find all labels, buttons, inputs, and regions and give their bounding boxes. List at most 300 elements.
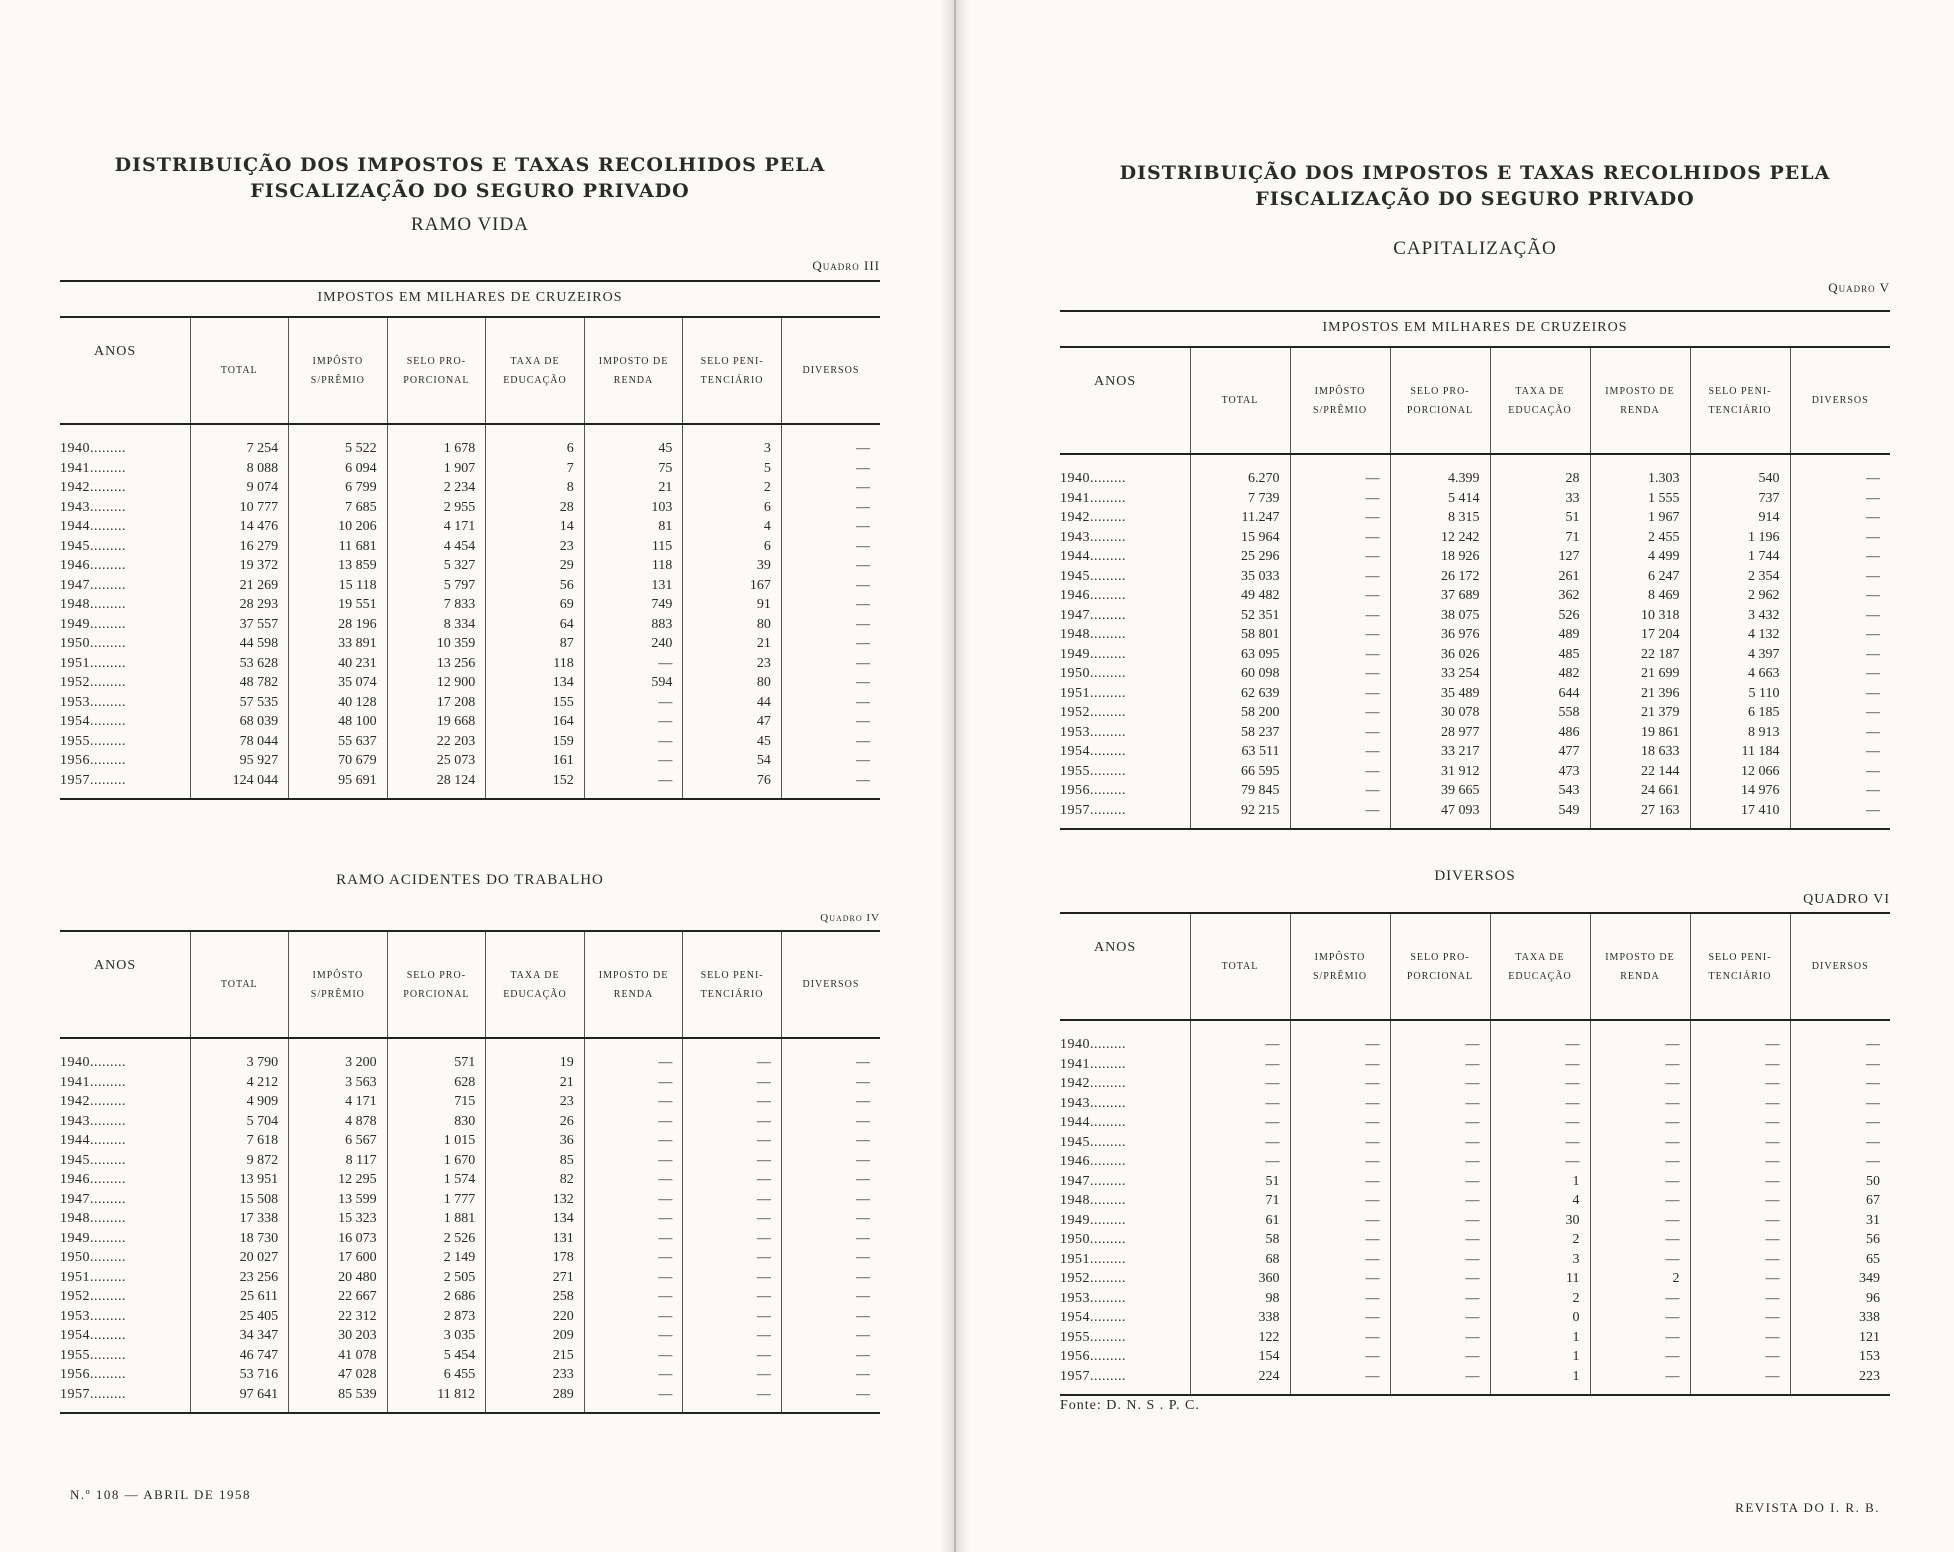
value-cell: 52 351 (1190, 606, 1290, 626)
value-cell: — (1590, 1113, 1690, 1133)
value-cell: 85 (486, 1151, 585, 1171)
value-cell: — (781, 673, 880, 693)
table-row (60, 1038, 880, 1073)
value-cell: — (781, 712, 880, 732)
value-cell: — (1790, 781, 1890, 801)
value-cell: — (1390, 1230, 1490, 1250)
value-cell: — (1690, 1152, 1790, 1172)
table-row (60, 751, 880, 771)
value-cell: 549 (1490, 801, 1590, 829)
table-row (60, 517, 880, 537)
value-cell: 17 338 (190, 1209, 289, 1229)
value-cell: 51 (1190, 1172, 1290, 1192)
value-cell: — (781, 1073, 880, 1093)
value-cell: 19 (486, 1038, 585, 1073)
value-cell: 258 (486, 1287, 585, 1307)
value-cell: — (1790, 664, 1890, 684)
value-cell: 58 237 (1190, 723, 1290, 743)
year-cell: 1940......... (60, 1055, 126, 1070)
bottom-rule (1060, 1394, 1890, 1396)
value-cell: 223 (1790, 1367, 1890, 1395)
value-cell: 11 812 (387, 1385, 486, 1413)
value-cell: — (683, 1112, 782, 1132)
value-cell: 2 (1490, 1230, 1590, 1250)
value-cell: 1 967 (1590, 508, 1690, 528)
table-row (60, 1346, 880, 1366)
value-cell: — (1690, 1172, 1790, 1192)
value-cell: — (1390, 1020, 1490, 1055)
year-cell: 1955......... (1060, 1329, 1126, 1345)
left-page (60, 0, 880, 1552)
value-cell: 233 (486, 1365, 585, 1385)
value-cell: 7 685 (289, 498, 388, 518)
table-row (60, 1365, 880, 1385)
table-capitalizacao (1060, 310, 1890, 830)
value-cell: 154 (1190, 1347, 1290, 1367)
table-row (1060, 801, 1890, 829)
value-cell: 124 044 (190, 771, 289, 799)
value-cell: — (1190, 1020, 1290, 1055)
table-row (60, 615, 880, 635)
value-cell: — (1690, 1020, 1790, 1055)
table-row (1060, 547, 1890, 567)
value-cell: 6 799 (289, 478, 388, 498)
year-cell: 1949......... (60, 1230, 126, 1246)
value-cell: 349 (1790, 1269, 1890, 1289)
table-row (1060, 489, 1890, 509)
table-row (60, 1073, 880, 1093)
value-cell: 2 354 (1690, 567, 1790, 587)
table-header (60, 317, 880, 424)
value-cell: 56 (1790, 1230, 1890, 1250)
value-cell: — (1290, 1269, 1390, 1289)
value-cell: — (781, 1307, 880, 1327)
year-cell: 1951......... (60, 655, 126, 671)
value-cell: — (1690, 1367, 1790, 1395)
value-cell: 5 327 (387, 556, 486, 576)
value-cell: 47 093 (1390, 801, 1490, 829)
table-row (1060, 1152, 1890, 1172)
value-cell: 63 095 (1190, 645, 1290, 665)
value-cell: 23 (486, 537, 585, 557)
value-cell: 127 (1490, 547, 1590, 567)
table-row (1060, 781, 1890, 801)
year-cell: 1945......... (60, 538, 126, 554)
table-row (1060, 1172, 1890, 1192)
value-cell: 53 716 (190, 1365, 289, 1385)
year-cell: 1952......... (60, 1289, 126, 1304)
value-cell: — (1290, 606, 1390, 626)
value-cell: 22 667 (289, 1287, 388, 1307)
value-cell: — (1590, 1328, 1690, 1348)
value-cell: — (1490, 1074, 1590, 1094)
value-cell: — (1490, 1020, 1590, 1055)
table-row (60, 1209, 880, 1229)
value-cell: 57 535 (190, 693, 289, 713)
value-cell: — (1590, 1289, 1690, 1309)
value-cell: 22 187 (1590, 645, 1690, 665)
value-cell: 17 208 (387, 693, 486, 713)
value-cell: 13 599 (289, 1190, 388, 1210)
value-cell: 6 (683, 498, 782, 518)
value-cell: 558 (1490, 703, 1590, 723)
value-cell: — (683, 1385, 782, 1413)
value-cell: — (1790, 528, 1890, 548)
value-cell: — (781, 1038, 880, 1073)
year-cell: 1956......... (60, 753, 126, 768)
value-cell: 20 027 (190, 1248, 289, 1268)
value-cell: — (584, 1170, 683, 1190)
column-header: IMPOSTO DE RENDA (584, 931, 683, 1038)
value-cell: — (1490, 1055, 1590, 1075)
value-cell: — (1290, 567, 1390, 587)
value-cell: 17 600 (289, 1248, 388, 1268)
section-title-diversos: DIVERSOS (1434, 868, 1516, 884)
value-cell: — (1690, 1289, 1790, 1309)
value-cell: 40 128 (289, 693, 388, 713)
table-row (60, 1287, 880, 1307)
value-cell: — (584, 1038, 683, 1073)
left-title-line1: DISTRIBUIÇÃO DOS IMPOSTOS E TAXAS RECOLHIDOS PELA (114, 154, 826, 176)
value-cell: — (781, 595, 880, 615)
value-cell: 36 976 (1390, 625, 1490, 645)
value-cell: — (1390, 1172, 1490, 1192)
value-cell: 3 (1490, 1250, 1590, 1270)
value-cell: 2 686 (387, 1287, 486, 1307)
value-cell: 13 859 (289, 556, 388, 576)
table-row (1060, 684, 1890, 704)
value-cell: — (1190, 1074, 1290, 1094)
value-cell: — (781, 478, 880, 498)
year-cell: 1944......... (60, 1133, 126, 1148)
value-cell: 4 171 (387, 517, 486, 537)
quadro-vi-label: QUADRO VI (1803, 892, 1890, 907)
value-cell: — (781, 459, 880, 479)
column-header: SELO PENI-TENCIÁRIO (683, 931, 782, 1038)
value-cell: — (1790, 1113, 1890, 1133)
value-cell: 13 256 (387, 654, 486, 674)
table-row (60, 1190, 880, 1210)
value-cell: — (1790, 1094, 1890, 1114)
value-cell: 35 489 (1390, 684, 1490, 704)
value-cell: — (1790, 703, 1890, 723)
value-cell: 486 (1490, 723, 1590, 743)
value-cell: — (1790, 1152, 1890, 1172)
value-cell: — (683, 1268, 782, 1288)
value-cell: — (781, 634, 880, 654)
value-cell: 10 359 (387, 634, 486, 654)
value-cell: 62 639 (1190, 684, 1290, 704)
value-cell: 131 (486, 1229, 585, 1249)
value-cell: 38 075 (1390, 606, 1490, 626)
value-cell: — (1190, 1094, 1290, 1114)
column-header: TAXA DE EDUCAÇÃO (486, 931, 585, 1038)
year-cell: 1954......... (1060, 744, 1126, 759)
year-cell: 1946......... (60, 1172, 126, 1187)
value-cell: — (683, 1346, 782, 1366)
table-row (60, 595, 880, 615)
value-cell: — (1690, 1347, 1790, 1367)
value-cell: — (781, 1190, 880, 1210)
value-cell: 12 242 (1390, 528, 1490, 548)
value-cell: 362 (1490, 586, 1590, 606)
column-header: TAXA DE EDUCAÇÃO (1490, 347, 1590, 454)
value-cell: — (683, 1092, 782, 1112)
column-header: ANOS (1094, 940, 1137, 955)
year-cell: 1950......... (1060, 666, 1126, 681)
value-cell: — (584, 1151, 683, 1171)
data-table (60, 316, 880, 798)
column-header: IMPOSTO DE RENDA (1590, 347, 1690, 454)
year-cell: 1955......... (1060, 763, 1126, 779)
value-cell: — (781, 1170, 880, 1190)
data-table (1060, 912, 1890, 1394)
table-row (1060, 1230, 1890, 1250)
value-cell: 14 476 (190, 517, 289, 537)
column-header: TOTAL (190, 317, 289, 424)
value-cell: — (584, 1268, 683, 1288)
value-cell: 98 (1190, 1289, 1290, 1309)
value-cell: — (683, 1307, 782, 1327)
right-footer: REVISTA DO I. R. B. (1735, 1500, 1880, 1515)
column-header: IMPÔSTO S/PRÊMIO (1290, 347, 1390, 454)
table-row (60, 576, 880, 596)
value-cell: 1 (1490, 1347, 1590, 1367)
value-cell: 25 611 (190, 1287, 289, 1307)
value-cell: 69 (486, 595, 585, 615)
value-cell: 271 (486, 1268, 585, 1288)
value-cell: 4 (1490, 1191, 1590, 1211)
year-cell: 1950......... (1060, 1232, 1126, 1247)
value-cell: 11 681 (289, 537, 388, 557)
value-cell: 8 334 (387, 615, 486, 635)
value-cell: 571 (387, 1038, 486, 1073)
value-cell: 224 (1190, 1367, 1290, 1395)
value-cell: — (1290, 664, 1390, 684)
value-cell: 68 (1190, 1250, 1290, 1270)
value-cell: 240 (584, 634, 683, 654)
value-cell: 12 295 (289, 1170, 388, 1190)
value-cell: 27 163 (1590, 801, 1690, 829)
value-cell: 2 505 (387, 1268, 486, 1288)
value-cell: — (1790, 489, 1890, 509)
value-cell: — (781, 576, 880, 596)
value-cell: 63 511 (1190, 742, 1290, 762)
value-cell: 18 633 (1590, 742, 1690, 762)
value-cell: — (1390, 1347, 1490, 1367)
value-cell: 31 (1790, 1211, 1890, 1231)
year-cell: 1945......... (60, 1152, 126, 1168)
value-cell: — (1390, 1289, 1490, 1309)
column-header: IMPÔSTO S/PRÊMIO (289, 931, 388, 1038)
value-cell: — (584, 712, 683, 732)
value-cell: 5 414 (1390, 489, 1490, 509)
year-cell: 1954......... (60, 1328, 126, 1343)
year-cell: 1949......... (1060, 646, 1126, 662)
value-cell: — (1290, 1289, 1390, 1309)
column-header: ANOS (94, 958, 137, 973)
column-header: DIVERSOS (1790, 913, 1890, 1020)
column-header: IMPOSTO DE RENDA (584, 317, 683, 424)
value-cell: 36 026 (1390, 645, 1490, 665)
value-cell: — (781, 771, 880, 799)
value-cell: 3 432 (1690, 606, 1790, 626)
value-cell: — (781, 693, 880, 713)
table-row (1060, 1367, 1890, 1395)
year-cell: 1940......... (1060, 471, 1126, 486)
value-cell: — (1790, 606, 1890, 626)
value-cell: — (1290, 508, 1390, 528)
value-cell: — (1290, 742, 1390, 762)
value-cell: 4 499 (1590, 547, 1690, 567)
value-cell: — (1790, 625, 1890, 645)
year-cell: 1944......... (60, 519, 126, 534)
value-cell: — (1290, 1152, 1390, 1172)
value-cell: 9 074 (190, 478, 289, 498)
value-cell: 28 196 (289, 615, 388, 635)
value-cell: 30 203 (289, 1326, 388, 1346)
table-row (1060, 703, 1890, 723)
value-cell: — (1590, 1347, 1690, 1367)
value-cell: 3 790 (190, 1038, 289, 1073)
value-cell: 66 595 (1190, 762, 1290, 782)
table-row (60, 771, 880, 799)
value-cell: 115 (584, 537, 683, 557)
value-cell: 80 (683, 673, 782, 693)
value-cell: — (1290, 1020, 1390, 1055)
value-cell: 23 (683, 654, 782, 674)
value-cell: — (1290, 801, 1390, 829)
value-cell: — (584, 1073, 683, 1093)
value-cell: 121 (1790, 1328, 1890, 1348)
value-cell: 2 526 (387, 1229, 486, 1249)
year-cell: 1953......... (60, 694, 126, 710)
value-cell: 28 977 (1390, 723, 1490, 743)
table-row (1060, 1074, 1890, 1094)
value-cell: 34 347 (190, 1326, 289, 1346)
value-cell: — (584, 693, 683, 713)
value-cell: 97 641 (190, 1385, 289, 1413)
value-cell: — (683, 1248, 782, 1268)
value-cell: 118 (486, 654, 585, 674)
value-cell: 5 (683, 459, 782, 479)
value-cell: — (683, 1038, 782, 1073)
value-cell: — (1290, 586, 1390, 606)
value-cell: 4 212 (190, 1073, 289, 1093)
value-cell: — (1690, 1191, 1790, 1211)
value-cell: 178 (486, 1248, 585, 1268)
value-cell: 1 881 (387, 1209, 486, 1229)
value-cell: 67 (1790, 1191, 1890, 1211)
value-cell: 25 073 (387, 751, 486, 771)
table-row (60, 424, 880, 459)
year-cell: 1941......... (60, 460, 126, 476)
year-cell: 1947......... (1060, 1173, 1126, 1189)
value-cell: 25 296 (1190, 547, 1290, 567)
value-cell: 7 (486, 459, 585, 479)
table-row (1060, 1308, 1890, 1328)
year-cell: 1943......... (60, 1113, 126, 1129)
value-cell: 5 704 (190, 1112, 289, 1132)
table-row (60, 1112, 880, 1132)
value-cell: — (683, 1151, 782, 1171)
source-note: Fonte: D. N. S . P. C. (1060, 1398, 1200, 1413)
value-cell: 338 (1190, 1308, 1290, 1328)
units-label: IMPOSTOS EM MILHARES DE CRUZEIROS (317, 290, 623, 305)
value-cell: 338 (1790, 1308, 1890, 1328)
value-cell: — (683, 1190, 782, 1210)
value-cell: 54 (683, 751, 782, 771)
value-cell: 4.399 (1390, 454, 1490, 489)
value-cell: 12 066 (1690, 762, 1790, 782)
value-cell: — (1690, 1308, 1790, 1328)
value-cell: — (683, 1229, 782, 1249)
value-cell: 20 480 (289, 1268, 388, 1288)
value-cell: 50 (1790, 1172, 1890, 1192)
table-row (60, 1151, 880, 1171)
value-cell: — (1790, 742, 1890, 762)
column-header: SELO PENI-TENCIÁRIO (1690, 913, 1790, 1020)
table-ramo-vida (60, 280, 880, 800)
table-row (60, 1326, 880, 1346)
value-cell: 159 (486, 732, 585, 752)
value-cell: 21 699 (1590, 664, 1690, 684)
year-cell: 1940......... (1060, 1037, 1126, 1052)
year-cell: 1946......... (1060, 588, 1126, 603)
value-cell: 10 777 (190, 498, 289, 518)
value-cell: — (1790, 567, 1890, 587)
value-cell: — (1390, 1211, 1490, 1231)
value-cell: — (1290, 684, 1390, 704)
value-cell: 15 508 (190, 1190, 289, 1210)
left-title-line2: FISCALIZAÇÃO DO SEGURO PRIVADO (250, 180, 690, 202)
table-acidentes (60, 930, 880, 1414)
value-cell: — (584, 1346, 683, 1366)
value-cell: 7 833 (387, 595, 486, 615)
value-cell: — (781, 517, 880, 537)
value-cell: 81 (584, 517, 683, 537)
right-title-line2: FISCALIZAÇÃO DO SEGURO PRIVADO (1255, 188, 1695, 210)
value-cell: — (683, 1287, 782, 1307)
value-cell: — (1690, 1055, 1790, 1075)
value-cell: — (584, 1287, 683, 1307)
value-cell: 28 (1490, 454, 1590, 489)
value-cell: — (1290, 1347, 1390, 1367)
value-cell: 5 454 (387, 1346, 486, 1366)
value-cell: 12 900 (387, 673, 486, 693)
value-cell: — (1390, 1133, 1490, 1153)
value-cell: — (1790, 762, 1890, 782)
value-cell: 477 (1490, 742, 1590, 762)
value-cell: — (584, 771, 683, 799)
value-cell: — (1590, 1191, 1690, 1211)
value-cell: — (1290, 703, 1390, 723)
value-cell: 5 110 (1690, 684, 1790, 704)
value-cell: 15 323 (289, 1209, 388, 1229)
value-cell: 28 293 (190, 595, 289, 615)
value-cell: 11 184 (1690, 742, 1790, 762)
table-row (1060, 1094, 1890, 1114)
section-title-ramo-vida: RAMO VIDA (411, 214, 529, 235)
column-header: SELO PRO-PORCIONAL (1390, 913, 1490, 1020)
value-cell: 87 (486, 634, 585, 654)
value-cell: 5 797 (387, 576, 486, 596)
table-row (1060, 645, 1890, 665)
table-row (60, 654, 880, 674)
table-row (1060, 1250, 1890, 1270)
value-cell: 360 (1190, 1269, 1290, 1289)
year-cell: 1941......... (1060, 1056, 1126, 1072)
